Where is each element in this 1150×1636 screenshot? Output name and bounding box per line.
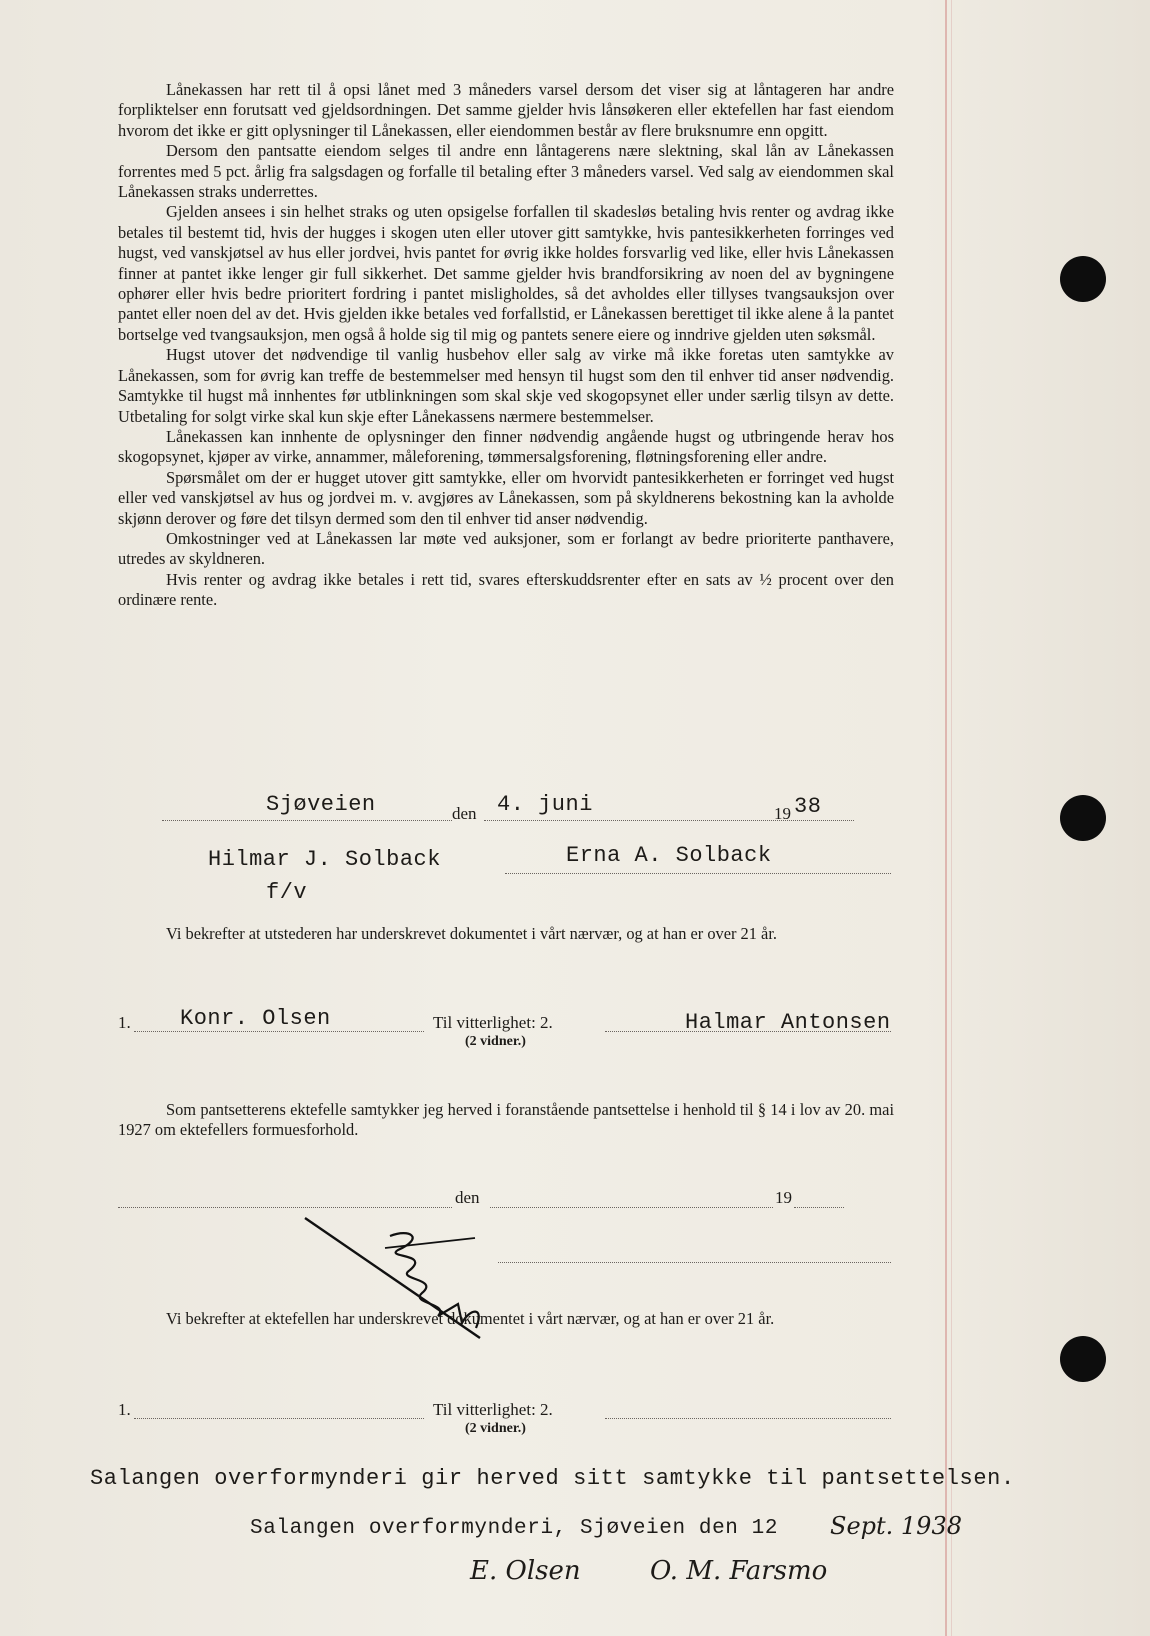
place-dotline <box>162 820 452 821</box>
confirmation-text: Vi bekrefter at utstederen har underskrevet dokumentet i vårt nærvær, og at han er over 21 år. <box>166 924 777 943</box>
guardian-signature-1: E. Olsen <box>470 1556 581 1586</box>
paragraph: Omkostninger ved at Lånekassen lar møte ved auksjoner, som er forlangt av bedre prioriterte panthavere, utredes av skyldneren. <box>118 528 894 569</box>
handwritten-date: Sept. 1938 <box>830 1512 962 1540</box>
year-prefix: 19 <box>774 804 791 823</box>
vidner-note: (2 vidner.) <box>465 1034 526 1049</box>
confirmation-text-2: Vi bekrefter at ektefellen har underskrevet dokumentet i vårt nærvær, og at han er over 21 år. <box>166 1309 775 1328</box>
signing-place: Sjøveien <box>266 792 376 817</box>
punch-hole-bottom <box>1060 1336 1106 1382</box>
witness1b-dotline <box>134 1418 424 1419</box>
consent-date-dotline <box>490 1207 773 1208</box>
witness-number-2: 1. <box>118 1400 131 1419</box>
witness1-dotline <box>134 1031 424 1032</box>
paragraph: Hugst utover det nødvendige til vanlig husbehov eller salg av virke må ikke foretas uten samtykke av Lånekassen, som for øvrig kan treffe de bestemmelser med hensyn til hugst som den til enhver tid anser nødvendig. Samtykke til hugst må innhentes før utblinkningen som skal skje ved skogopsynet eller under særlig tilsyn av dette. Utbetaling for solgt virke skal kun skje efter Lånekassens nærmere bestemmelser. <box>118 345 894 426</box>
witness-confirmation-1 <box>118 924 894 944</box>
witness2b-dotline <box>605 1418 891 1419</box>
guardian-signature-2: O. M. Farsmo <box>650 1556 828 1586</box>
consent-text: Som pantsetterens ektefelle samtykker jeg herved i foranstående pantsettelse i henhold til § 14 i lov av 20. mai 1927 om ektefellers formuesforhold. <box>118 1100 894 1140</box>
witness-1-name: Konr. Olsen <box>180 1006 331 1031</box>
date-dotline <box>484 820 854 821</box>
signing-date: 4. juni <box>497 792 593 817</box>
loan-terms <box>118 80 894 611</box>
signer-2: Erna A. Solback <box>566 843 772 868</box>
paragraph: Spørsmålet om der er hugget utover gitt samtykke, eller om hvorvidt pantesikkerheten er forringet ved hugst eller ved vanskjøtsel av hus og jordvei m. v. avgjøres av Lånekassen, som på skyldnerens bekostning kan la avholde skjønn derover og føre det tilsyn dermed som den til enhver tid anser nødvendig. <box>118 467 894 528</box>
den-label: den <box>452 804 477 823</box>
signer-1-note: f/v <box>266 880 308 905</box>
paragraph: Lånekassen kan innhente de oplysninger den finner nødvendig angående hugst og utbringende herav hos skogopsynet, kjøper av virke, annammer, måleforening, tømmersalgsforening, fløtningsforening eller andre. <box>118 426 894 467</box>
witness-number-1: 1. <box>118 1013 131 1032</box>
crossout-scribble <box>290 1208 520 1358</box>
guardianship-consent-line: Salangen overformynderi gir herved sitt samtykke til pantsettelsen. <box>90 1466 1015 1491</box>
signature-dotline <box>505 873 891 874</box>
margin-rule-secondary <box>951 0 952 1636</box>
vidner-note-2: (2 vidner.) <box>465 1421 526 1436</box>
paragraph: Hvis renter og avdrag ikke betales i rett tid, svares efterskuddsrenter efter en sats av ½ procent over den ordinære rente. <box>118 569 894 610</box>
paragraph: Gjelden ansees i sin helhet straks og uten opsigelse forfallen til skadesløs betaling hvis renter og avdrag ikke betales til bestemt tid, hvis der hugges i skogen uten eller utover gitt samtykke, hvis pantesikkerheten forringes ved hugst, ved vanskjøtsel av hus eller jordvei, hvis pantet for øvrig ikke holdes forsvarlig ved like, eller hvis Lånekassen finner at pantet ikke lenger gir full sikkerhet. Det samme gjelder hvis brandforsikring av noen del av bygningene ophører eller hvis bedre prioritert fordring i pantet misligholdes, så det avholdes eller tillyses tvangsauksjon over pantet eller noen del av det. Hvis gjelden ikke betales ved forfallstid, er Lånekassen berettiget til ikke alene å la pantet bortselge ved tvangsauksjon, men også å holde sig til mig og pantets senere eiere og inndrive gjelden uten søksmål. <box>118 202 894 344</box>
consent-year-prefix: 19 <box>775 1188 792 1207</box>
consent-den-label: den <box>455 1188 480 1207</box>
year-suffix: 38 <box>794 794 822 819</box>
guardianship-place-line: Salangen overformynderi, Sjøveien den 12 <box>250 1517 779 1540</box>
til-vitterlighet-label: Til vitterlighet: 2. <box>433 1013 553 1032</box>
til-vitterlighet-label-2: Til vitterlighet: 2. <box>433 1400 553 1419</box>
punch-hole-top <box>1060 256 1106 302</box>
witness-2-name: Halmar Antonsen <box>685 1010 891 1035</box>
margin-rule <box>945 0 947 1636</box>
signer-1: Hilmar J. Solback <box>208 847 441 872</box>
paragraph: Lånekassen har rett til å opsi lånet med 3 måneders varsel dersom det viser sig at låntageren har andre forpliktelser enn forutsatt ved gjeldsordningen. Det samme gjelder hvis lånsøkeren eller ektefellen har fast eiendom hvorom det ikke er gitt oplysninger til Lånekassen, eller eiendommen består av flere bruksnumre enn opgitt. <box>118 80 894 140</box>
punch-hole-middle <box>1060 795 1106 841</box>
spouse-consent <box>118 1100 894 1141</box>
paragraph: Dersom den pantsatte eiendom selges til andre enn låntagerens nære slektning, skal lån av Lånekassen forrentes med 5 pct. årlig fra salgsdagen og forfalle til betaling efter 3 måneders varsel. Ved salg av eiendommen skal Lånekassen straks underrettes. <box>118 141 894 202</box>
consent-signature-dotline <box>498 1262 891 1263</box>
consent-year-dotline <box>794 1207 844 1208</box>
witness-confirmation-2 <box>118 1309 894 1329</box>
